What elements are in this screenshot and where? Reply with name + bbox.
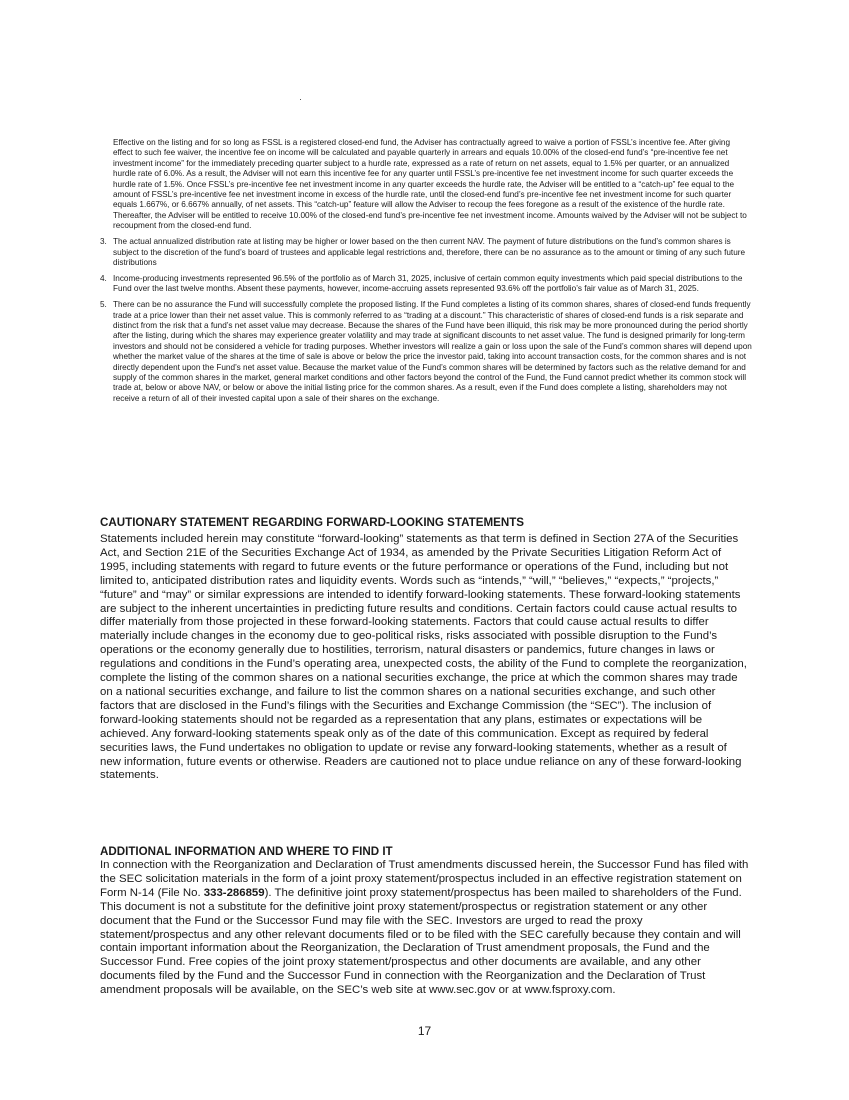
footnote-2-continuation: Effective on the listing and for so long as FSSL is a registered closed-end fund, the Adviser has contractually agreed to waive a portion of FSSL’s incentive fee. After giving effect to such fee waiver, the incentive fee on income will be calculated and payable quarterly in arrears and equals 10.00% of the closed-end fund’s “pre-incentive fee net investment income” for the immediately preceding quarter subject to a hurdle rate, expressed as a rate of return on net assets, equal to 1.5% per quarter, or an annualized hurdle rate of 6.0%. As a result, the Adviser will not earn this incentive fee for any quarter until FSSL’s pre-incentive fee net investment income for such quarter exceeds the hurdle rate of 1.5%. Once FSSL’s pre-incentive fee net investment income in any quarter exceeds the hurdle rate, the Adviser will be entitled to a “catch-up” fee equal to the amount of FSSL’s pre-incentive fee net investment income in excess of the hurdle rate, until the closed-end fund’s pre-incentive fee net investment income for such quarter equals 1.667%, or 6.667% annually, of net assets. This “catch-up” feature will allow the Adviser to recoup the fees foregone as a result of the existence of the hurdle rate. Thereafter, the Adviser will be entitled to receive 10.00% of the closed-end fund’s pre-incentive fee net investment income. Amounts waived by the Adviser will not be subject to recoupment from the closed-end fund. bbox=[113, 138, 747, 231]
cautionary-statement-section bbox=[100, 516, 750, 783]
page-number: 17 bbox=[417, 1024, 432, 1038]
footnote-text: There can be no assurance the Fund will successfully complete the proposed listing. If the Fund completes a listing of its common shares, shares of closed-end funds frequently trade at a price lower than their net asset value. This is commonly referred to as “trading at a discount.” This characteristic of shares of closed-end funds is a risk separate and distinct from the risk that a fund’s net asset value may decrease. Because the shares of the Fund have been illiquid, this risk may be more pronounced during the period shortly after the listing, during which the shares may experience greater volatility and may trade at significant discounts to net asset value. The fund is designed primarily for long-term investors and should not be considered a vehicle for trading purposes. Whether investors will realize a gain or loss upon the sale of the Fund’s common shares will depend upon whether the market value of the shares at the time of sale is above or below the price the investor paid, taking into account transaction costs, for the common shares and is not directly dependent upon the Fund’s net asset value. Because the market value of the Fund’s common shares will be determined by factors such as the relative demand for and supply of the common shares in the market, general market conditions and other factors beyond the control of the Fund, the Fund cannot predict whether its common stock will trade at, below or above NAV, or below or above the initial listing price for the common shares. As a result, even if the Fund does complete a listing, shareholders may not receive a return of all of their invested capital upon a sale of their shares on the exchange. bbox=[113, 300, 752, 403]
additional-information-heading: ADDITIONAL INFORMATION AND WHERE TO FIND IT bbox=[100, 845, 393, 858]
additional-information-section bbox=[100, 845, 750, 998]
additional-information-body bbox=[100, 859, 750, 998]
footnote-5 bbox=[100, 300, 752, 404]
footnote-text: Income-producing investments represented 96.5% of the portfolio as of March 31, 2025, inclusive of certain common equity investments which paid special distributions to the Fund over the last twelve months. Absent these payments, however, income-accruing assets represented 93.6% off the portfolio’s fair value as of March 31, 2025. bbox=[113, 273, 743, 294]
footnote-text: The actual annualized distribution rate at listing may be higher or lower based on the then current NAV. The payment of future distributions on the fund’s common shares is subject to the discretion of the fund’s board of trustees and applicable legal restrictions and, therefore, there can be no assurance as to the amount or timing of any such future distributions bbox=[113, 237, 746, 267]
footnote-number: 4. bbox=[100, 273, 107, 283]
footnote-number: 3. bbox=[100, 237, 107, 247]
footnote-4 bbox=[100, 274, 752, 295]
footnote-number: 5. bbox=[100, 300, 107, 310]
body-text-before: In connection with the Reorganization and Declaration of Trust amendments discussed herein, the Successor Fund has filed with the SEC solicitation materials in the form of a joint proxy statement/prospectus included in an effective registration statement on Form N-14 (File No. bbox=[100, 859, 749, 899]
cautionary-statement-heading: CAUTIONARY STATEMENT REGARDING FORWARD-LOOKING STATEMENTS bbox=[100, 516, 525, 529]
file-number: 333-286859 bbox=[203, 886, 265, 899]
cautionary-statement-body: Statements included herein may constitute “forward-looking” statements as that term is defined in Section 27A of the Securities Act, and Section 21E of the Securities Exchange Act of 1934, as amended by the Private Securities Litigation Reform Act of 1995, including statements with regard to future events or the future performance or operations of the Fund, including but not limited to, anticipated distribution rates and liquidity events. Words such as “intends,” “will,” “believes,” “expects,” “projects,” “future” and “may” or similar expressions are intended to identify forward-looking statements. These forward-looking statements are subject to the inherent uncertainties in predicting future results and conditions. Certain factors could cause actual results to differ materially from those projected in these forward-looking statements. Factors that could cause actual results to differ materially include changes in the economy due to geo-political risks, risks associated with possible disruption to the Fund’s operations or the economy generally due to hostilities, terrorism, natural disasters or pandemics, future changes in laws or regulations and conditions in the Fund’s operating area, unexpected costs, the ability of the Fund to complete the reorganization, complete the listing of the common shares on a national securities exchange, the price at which the common shares may trade on a national securities exchange, and failure to list the common shares on a national securities exchange, and such other factors that are disclosed in the Fund’s filings with the Securities and Exchange Commission (the “SEC”). The inclusion of forward-looking statements should not be regarded as a representation that any plans, estimates or expectations will be achieved. Any forward-looking statements speak only as of the date of this communication. Except as required by federal securities laws, the Fund undertakes no obligation to update or revise any forward-looking statements, whether as a result of new information, future events or otherwise. Readers are cautioned not to place undue reliance on any of these forward-looking statements. bbox=[100, 533, 747, 782]
footnote-3 bbox=[100, 237, 752, 268]
body-text-after: ). The definitive joint proxy statement/prospectus has been mailed to shareholders of the Fund. This document is not a substitute for the definitive joint proxy statement/prospectus or registration statement or any other document that the Fund or the Successor Fund may file with the SEC. Investors are urged to read the proxy statement/prospectus and any other relevant documents filed or to be filed with the SEC carefully because they contain and will contain important information about the Reorganization, the Declaration of Trust amendment proposals, the Fund and the Successor Fund. Free copies of the joint proxy statement/prospectus and other documents are available, and any other documents filed by the Fund and the Successor Fund in connection with the Reorganization and the Declaration of Trust amendment proposals will be available, on the SEC’s web site at www.sec.gov or at www.fsproxy.com. bbox=[100, 886, 742, 997]
footnotes bbox=[100, 138, 752, 404]
stray-dot bbox=[300, 99, 301, 100]
